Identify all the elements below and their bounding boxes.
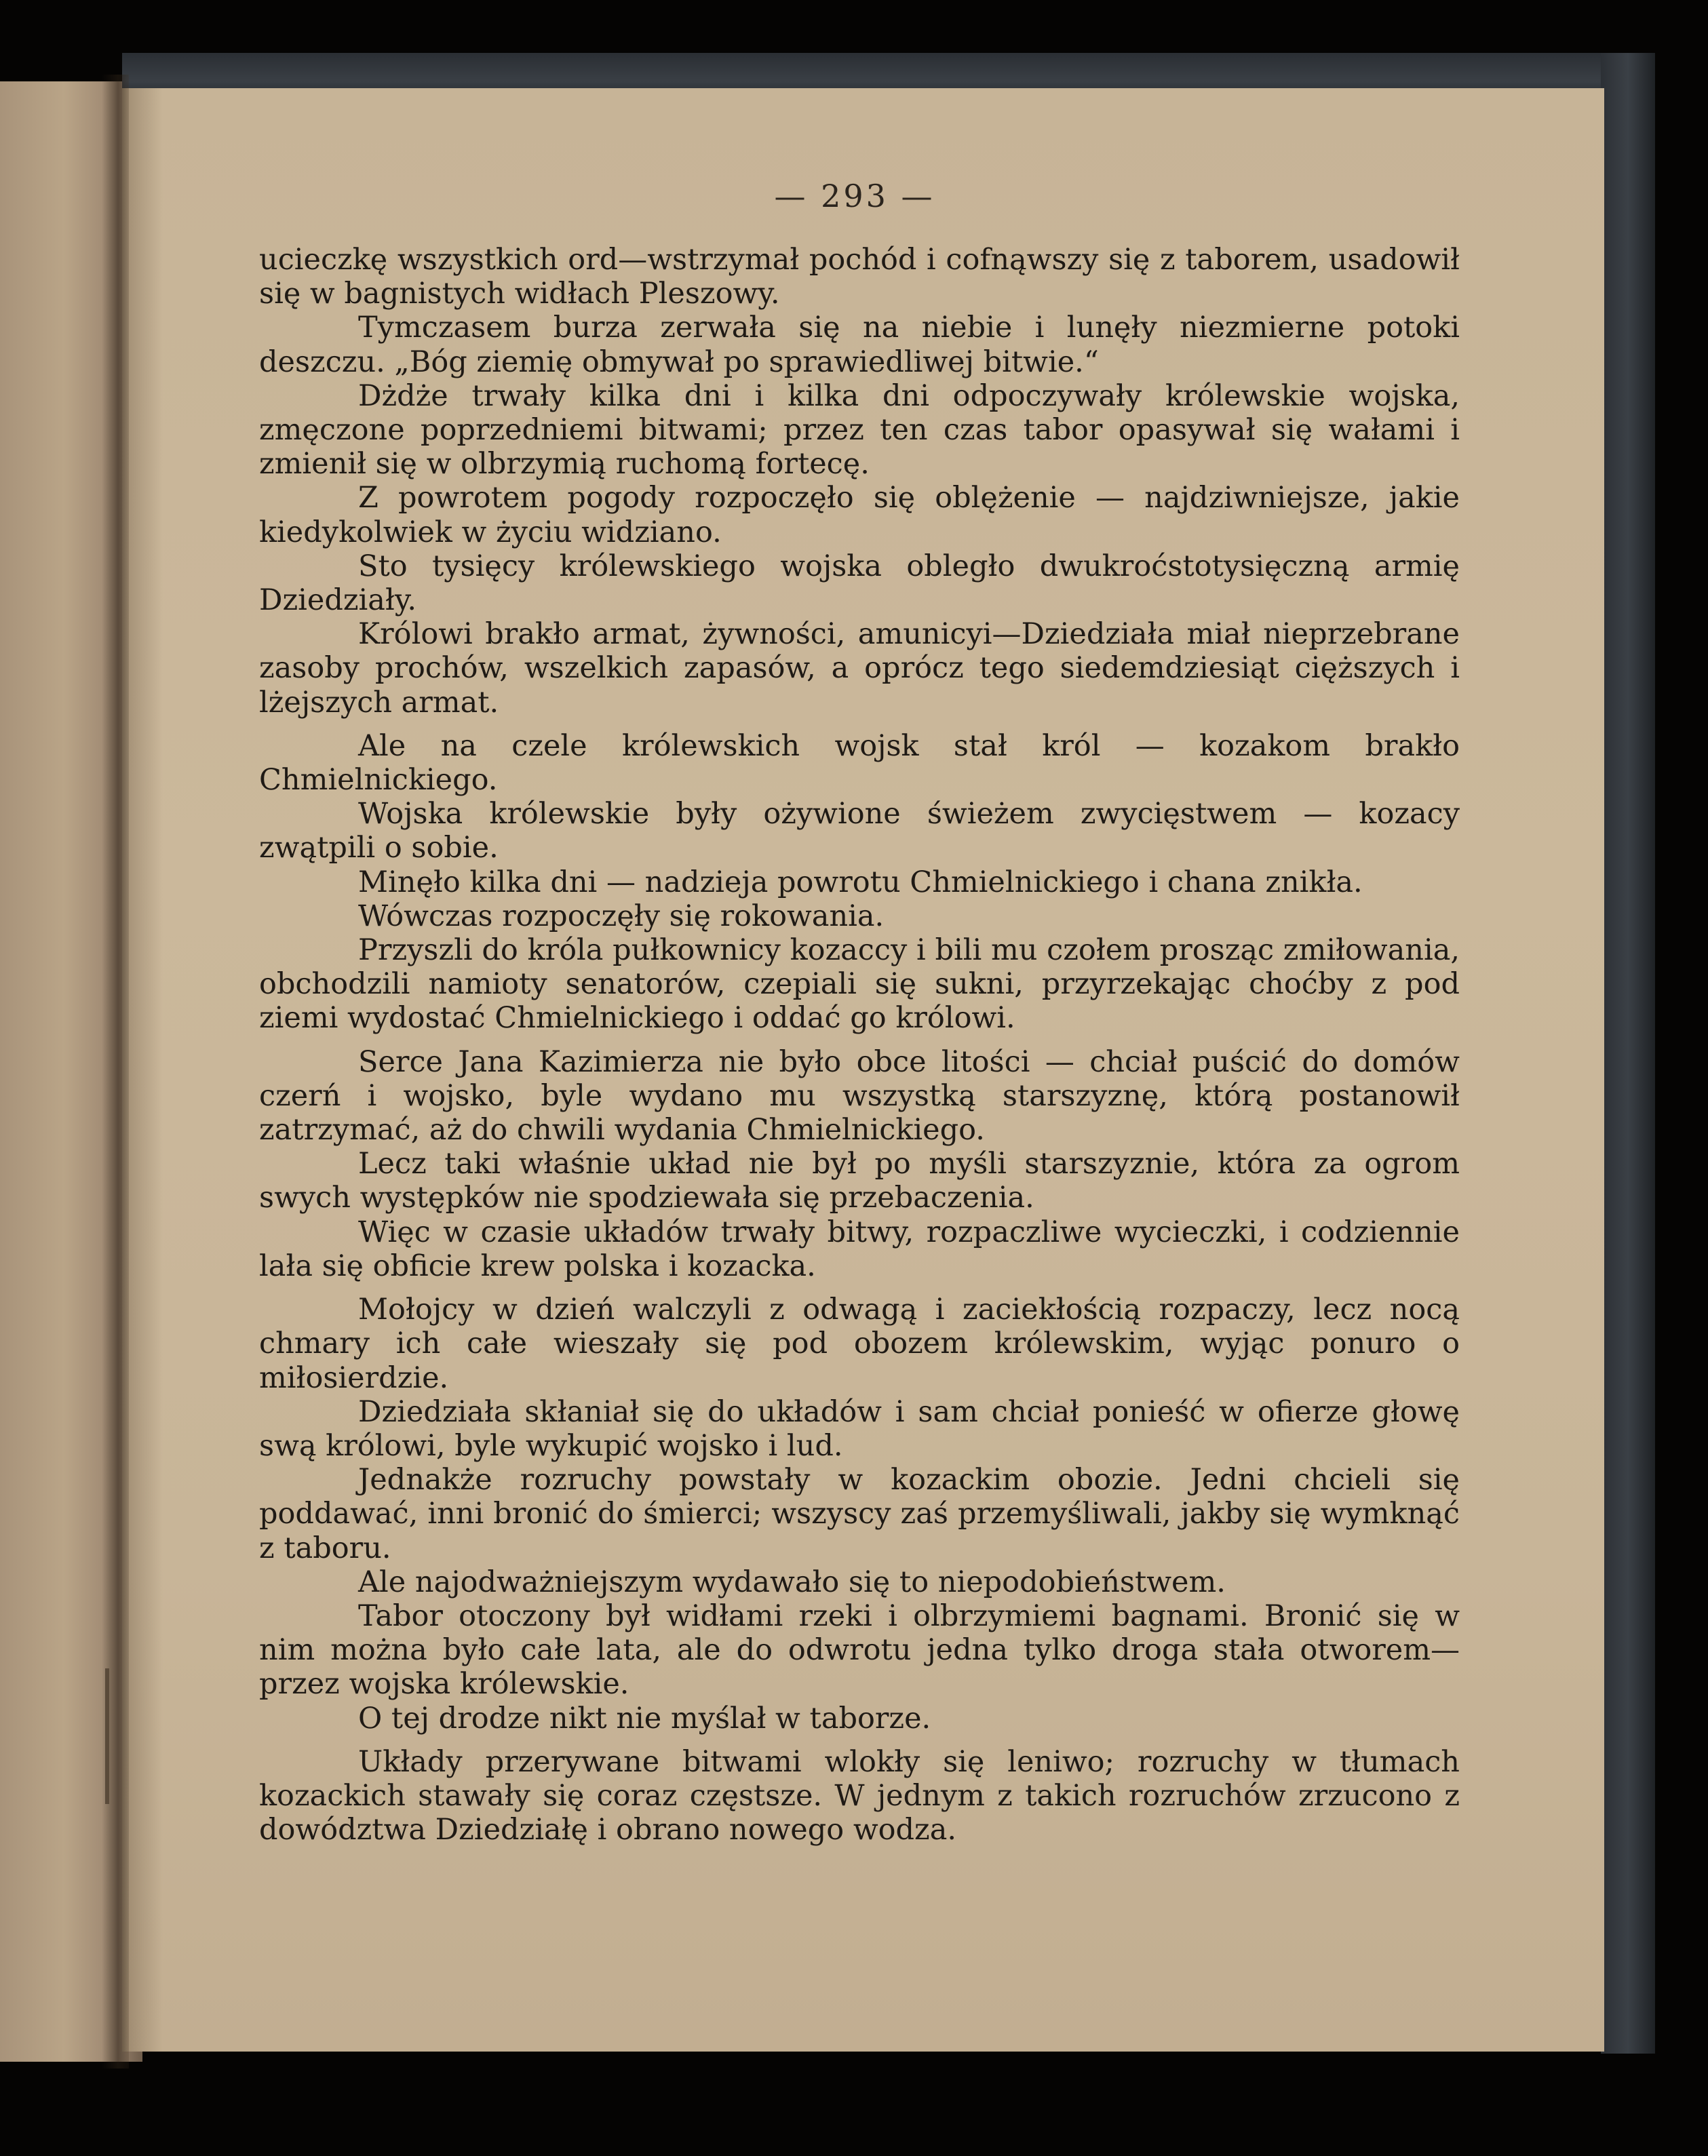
page-number: — 293 — bbox=[774, 178, 935, 214]
page-text bbox=[259, 243, 1460, 1847]
paragraph: Królowi brakło armat, żywności, amunicyi—Dziedziała miał nieprzebrane zasoby prochów, wszelkich zapasów, a oprócz tego siedemdziesiąt cięższych i lżejszych armat. bbox=[259, 617, 1460, 720]
paragraph: Wówczas rozpoczęły się rokowania. bbox=[358, 899, 885, 933]
paragraph: Lecz taki właśnie układ nie był po myśli starszyznie, która za ogrom swych występków nie spodziewała się przebaczenia. bbox=[259, 1147, 1460, 1215]
paragraph: Sto tysięcy królewskiego wojska obległo dwukroćstotysięczną armię Dziedziały. bbox=[259, 549, 1460, 618]
paragraph: Dziedziała skłaniał się do układów i sam chciał ponieść w ofierze głowę swą królowi, byle wykupić wojsko i lud. bbox=[259, 1394, 1460, 1463]
paragraph: O tej drodze nikt nie myślał w taborze. bbox=[358, 1701, 931, 1736]
paragraph: Z powrotem pogody rozpoczęło się oblężenie — najdziwniejsze, jakie kiedykolwiek w życiu widziano. bbox=[259, 481, 1460, 549]
paragraph: Ale najodważniejszym wydawało się to niepodobieństwem. bbox=[358, 1565, 1226, 1599]
paragraph: Więc w czasie układów trwały bitwy, rozpaczliwe wycieczki, i codziennie lała się obficie krew polska i kozacka. bbox=[259, 1215, 1460, 1283]
paragraph: Jednakże rozruchy powstały w kozackim obozie. Jedni chcieli się poddawać, inni bronić do śmierci; wszyscy zaś przemyśliwali, jakby się wymknąć z taboru. bbox=[259, 1463, 1460, 1565]
paragraph: Wojska królewskie były ożywione świeżem zwycięstwem — kozacy zwątpili o sobie. bbox=[259, 797, 1460, 865]
paragraph: Przyszli do króla pułkownicy kozaccy i bili mu czołem prosząc zmiłowania, obchodzili namioty senatorów, czepiali się sukni, przyrzekając choćby z pod ziemi wydostać Chmielnickiego i oddać go królowi. bbox=[259, 933, 1460, 1036]
paragraph: Tymczasem burza zerwała się na niebie i lunęły niezmierne potoki deszczu. „Bóg ziemię obmywał po sprawiedliwej bitwie.“ bbox=[259, 311, 1460, 379]
book-binding-right bbox=[1601, 53, 1655, 2054]
paragraph: ucieczkę wszystkich ord—wstrzymał pochód i cofnąwszy się z taborem, usadowił się w bagnistych widłach Pleszowy. bbox=[259, 243, 1460, 311]
paragraph: Mołojcy w dzień walczyli z odwagą i zaciekłością rozpaczy, lecz nocą chmary ich całe wieszały się pod obozem królewskim, wyjąc ponuro o miłosierdzie. bbox=[259, 1293, 1460, 1395]
paragraph: Ale na czele królewskich wojsk stał król — kozakom brakło Chmielnickiego. bbox=[259, 728, 1460, 798]
paragraph: Minęło kilka dni — nadzieja powrotu Chmielnickiego i chana znikła. bbox=[358, 865, 1363, 899]
paragraph: Tabor otoczony był widłami rzeki i olbrzymiemi bagnami. Bronić się w nim można było całe lata, ale do odwrotu jedna tylko droga stała otworem—przez wojska królewskie. bbox=[259, 1599, 1460, 1702]
binding-mark bbox=[105, 1668, 109, 1804]
paragraph: Układy przerywane bitwami wlokły się leniwo; rozruchy w tłumach kozackich stawały się coraz częstsze. W jednym z takich rozruchów zrzucono z dowództwa Dziedziałę i obrano nowego wodza. bbox=[259, 1744, 1460, 1847]
paragraph: Dżdże trwały kilka dni i kilka dni odpoczywały królewskie wojska, zmęczone poprzedniemi bitwami; przez ten czas tabor opasywał się wałami i zmienił się w olbrzymią ruchomą fortecę. bbox=[259, 378, 1460, 482]
paragraph: Serce Jana Kazimierza nie było obce litości — chciał puścić do domów czerń i wojsko, byle wydano mu wszystką starszyznę, którą postanowił zatrzymać, aż do chwili wydania Chmielnickiego. bbox=[259, 1044, 1460, 1148]
